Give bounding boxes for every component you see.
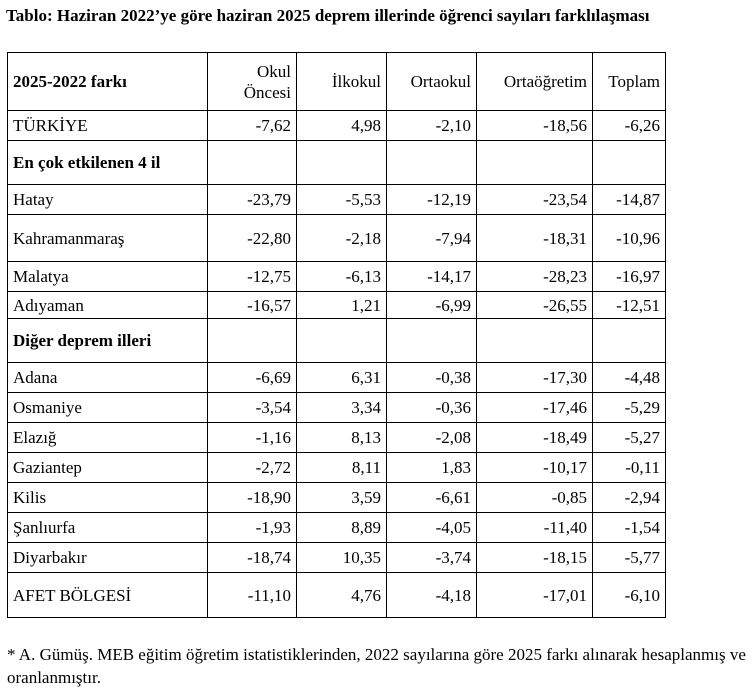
cell: -18,74	[208, 543, 297, 573]
row-label: Şanlıurfa	[8, 513, 208, 543]
cell: -2,18	[297, 215, 387, 262]
cell: -18,15	[477, 543, 593, 573]
table-row-kilis	[8, 483, 666, 513]
table-row-adiyaman	[8, 292, 666, 319]
cell: -0,36	[387, 393, 477, 423]
table-row-diyarbakir	[8, 543, 666, 573]
cell: -17,01	[477, 573, 593, 618]
group-label: En çok etkilenen 4 il	[8, 141, 208, 185]
table-row-hatay	[8, 185, 666, 215]
cell: -18,49	[477, 423, 593, 453]
cell: -10,96	[593, 215, 666, 262]
table-row-elazig	[8, 423, 666, 453]
cell: -17,30	[477, 363, 593, 393]
cell: -23,79	[208, 185, 297, 215]
header-ilkokul: İlkokul	[297, 53, 387, 111]
cell: -2,08	[387, 423, 477, 453]
table-row-afet-bolgesi	[8, 573, 666, 618]
row-label: Adıyaman	[8, 292, 208, 319]
row-label: AFET BÖLGESİ	[8, 573, 208, 618]
cell: -5,53	[297, 185, 387, 215]
cell: 1,83	[387, 453, 477, 483]
table-row-adana	[8, 363, 666, 393]
cell: -11,40	[477, 513, 593, 543]
cell: -6,10	[593, 573, 666, 618]
table-title: Tablo: Haziran 2022’ye göre haziran 2025 deprem illerinde öğrenci sayıları farklılaşması	[6, 6, 650, 25]
cell: -7,62	[208, 111, 297, 141]
cell: -6,13	[297, 262, 387, 292]
cell: 3,59	[297, 483, 387, 513]
cell: 10,35	[297, 543, 387, 573]
footnote: * A. Gümüş. MEB eğitim öğretim istatistiklerinden, 2022 sayılarına göre 2025 farkı alınarak hesaplanmış ve oranlanmıştır.	[7, 645, 746, 687]
table-row-malatya	[8, 262, 666, 292]
cell: -3,54	[208, 393, 297, 423]
cell: -2,10	[387, 111, 477, 141]
cell: -12,51	[593, 292, 666, 319]
cell: 6,31	[297, 363, 387, 393]
cell: -1,16	[208, 423, 297, 453]
cell: -23,54	[477, 185, 593, 215]
cell: -1,54	[593, 513, 666, 543]
cell: -2,94	[593, 483, 666, 513]
cell: -18,31	[477, 215, 593, 262]
cell: 1,21	[297, 292, 387, 319]
cell: -28,23	[477, 262, 593, 292]
row-label: TÜRKİYE	[8, 111, 208, 141]
table-row-turkiye	[8, 111, 666, 141]
cell: -2,72	[208, 453, 297, 483]
cell: -3,74	[387, 543, 477, 573]
cell: -26,55	[477, 292, 593, 319]
cell: -0,85	[477, 483, 593, 513]
header-toplam: Toplam	[593, 53, 666, 111]
cell: -18,56	[477, 111, 593, 141]
group-row-most-affected	[8, 141, 666, 185]
cell: -5,77	[593, 543, 666, 573]
row-label: Adana	[8, 363, 208, 393]
header-ortaokul: Ortaokul	[387, 53, 477, 111]
cell: -0,38	[387, 363, 477, 393]
group-row-other-provinces	[8, 319, 666, 363]
cell: -5,29	[593, 393, 666, 423]
row-label: Gaziantep	[8, 453, 208, 483]
table-row-gaziantep	[8, 453, 666, 483]
cell: -12,19	[387, 185, 477, 215]
cell: 8,13	[297, 423, 387, 453]
cell: -6,69	[208, 363, 297, 393]
cell: 4,76	[297, 573, 387, 618]
cell: -5,27	[593, 423, 666, 453]
header-row	[8, 53, 666, 111]
cell: -6,26	[593, 111, 666, 141]
cell: -14,87	[593, 185, 666, 215]
row-label: Elazığ	[8, 423, 208, 453]
cell: -7,94	[387, 215, 477, 262]
header-ortaogretim: Ortaöğretim	[477, 53, 593, 111]
cell: -16,97	[593, 262, 666, 292]
header-okul-oncesi: Okul Öncesi	[208, 53, 297, 111]
cell: -1,93	[208, 513, 297, 543]
cell: 8,11	[297, 453, 387, 483]
group-label: Diğer deprem illeri	[8, 319, 208, 363]
row-label: Hatay	[8, 185, 208, 215]
cell: -14,17	[387, 262, 477, 292]
cell: -4,05	[387, 513, 477, 543]
row-label: Osmaniye	[8, 393, 208, 423]
cell: -22,80	[208, 215, 297, 262]
cell: -16,57	[208, 292, 297, 319]
cell: -4,48	[593, 363, 666, 393]
cell: -0,11	[593, 453, 666, 483]
row-label: Malatya	[8, 262, 208, 292]
cell: 4,98	[297, 111, 387, 141]
cell: -4,18	[387, 573, 477, 618]
cell: -6,61	[387, 483, 477, 513]
data-table	[7, 52, 666, 618]
cell: -12,75	[208, 262, 297, 292]
cell: -10,17	[477, 453, 593, 483]
cell: 3,34	[297, 393, 387, 423]
cell: -11,10	[208, 573, 297, 618]
header-label: 2025-2022 farkı	[8, 53, 208, 111]
table-row-osmaniye	[8, 393, 666, 423]
table-row-kahramanmaras	[8, 215, 666, 262]
row-label: Kilis	[8, 483, 208, 513]
cell: -6,99	[387, 292, 477, 319]
row-label: Diyarbakır	[8, 543, 208, 573]
cell: 8,89	[297, 513, 387, 543]
row-label: Kahramanmaraş	[8, 215, 208, 262]
cell: -17,46	[477, 393, 593, 423]
table-row-sanliurfa	[8, 513, 666, 543]
cell: -18,90	[208, 483, 297, 513]
